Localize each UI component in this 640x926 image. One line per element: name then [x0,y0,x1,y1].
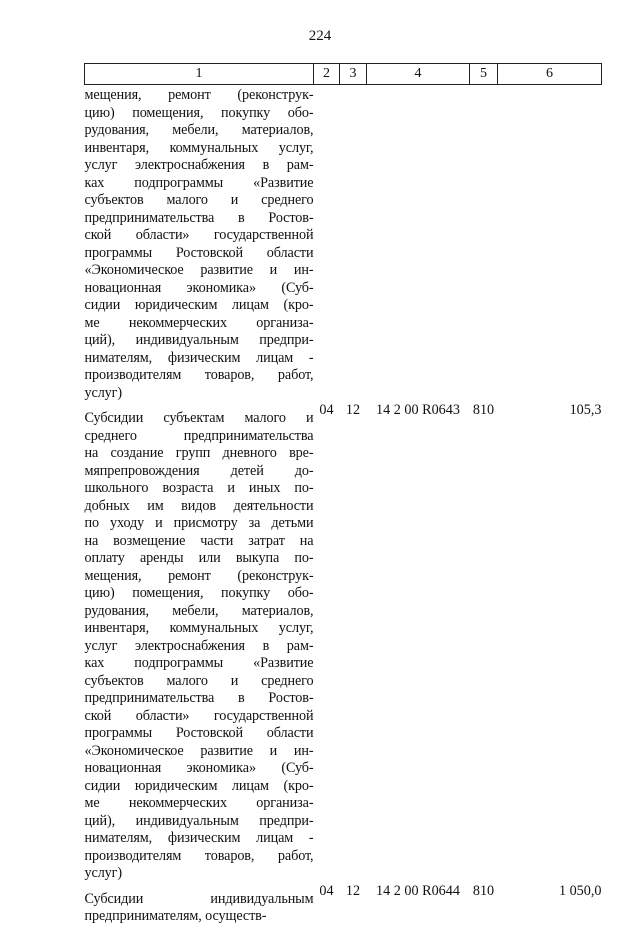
description-line: услуг электроснабжения в рам- [84,157,314,173]
subsection-code-cell [340,85,367,403]
description-line: программы Ростовской области [84,244,314,261]
description-cell [85,402,314,883]
description-cell [85,883,314,926]
description-line: «Экономическое развитие и ин- [84,262,314,278]
section-code-cell: 04 [319,882,334,899]
amount-cell: 105,3 [569,402,602,418]
column-header: 1 [85,64,314,85]
description-line: ской области» государственной [84,227,314,243]
description-line: инвентаря, коммунальных услуг, [84,620,314,636]
description-line: Субсидии индивидуальным [84,890,314,907]
table-body [85,85,602,926]
description-line: ций), индивидуальным предпри- [84,332,314,348]
description-line: ках подпрограммы «Развитие [84,655,314,671]
column-header: 6 [498,64,602,85]
description-line: предпринимательства в Ростов- [84,209,314,226]
target-article-cell: 14 2 00 R0643 [376,402,460,418]
description-line: сидии юридическим лицам (кро- [84,777,314,794]
description-line: инвентаря, коммунальных услуг, [84,139,314,156]
description-line: производителям товаров, работ, [84,367,314,383]
description-line: на возмещение части затрат на [84,532,314,549]
description-line: ций), индивидуальным предпри- [84,812,314,829]
description-line: субъектов малого и среднего [84,672,314,689]
description-line: новационная экономика» (Суб- [84,760,314,776]
description-line: предпринимателям, осуществ- [84,908,267,924]
expense-type-cell: 810 [472,882,495,899]
target-article-cell: 14 2 00 R0644 [376,882,460,899]
description-line: на создание групп дневного вре- [84,445,314,461]
page-number: 224 [308,28,332,44]
description-line: цию) помещения, покупку обо- [84,585,314,601]
column-header: 3 [340,64,367,85]
description-line: предпринимательства в Ростов- [84,690,314,706]
description-line: ской области» государственной [84,707,314,724]
description-line: услуг) [84,865,123,881]
subsection-code-cell: 12 [345,402,361,418]
description-line: Субсидии субъектам малого и [84,410,314,426]
description-line: оплату аренды или выкупа по- [84,550,314,566]
description-line: среднего предпринимательства [84,427,314,444]
description-line: цию) помещения, покупку обо- [84,104,314,121]
description-line: нимателям, физическим лицам - [84,830,314,846]
table-row [85,85,602,403]
description-line: рудования, мебели, материалов, [84,602,314,619]
amount-cell: 1 050,0 [558,882,602,899]
expense-type-cell [470,85,498,403]
description-line: добных им видов деятельности [84,497,314,514]
description-line: производителям товаров, работ, [84,847,314,864]
description-line: новационная экономика» (Суб- [84,279,314,296]
expense-type-cell: 810 [472,402,495,418]
description-line: нимателям, физическим лицам - [84,349,314,366]
target-article-cell [367,85,470,403]
description-line: ках подпрограммы «Развитие [84,174,314,191]
description-line: услуг электроснабжения в рам- [84,637,314,654]
subsection-code-cell: 12 [345,882,361,899]
description-cell [85,85,314,403]
description-line: школьного возраста и иных по- [84,480,314,496]
column-header: 4 [367,64,470,85]
description-line: ме некоммерческих организа- [84,795,314,811]
column-header: 5 [470,64,498,85]
section-code-cell [314,85,340,403]
description-line: субъектов малого и среднего [84,192,314,208]
table-header-row [85,64,602,85]
description-line: «Экономическое развитие и ин- [84,742,314,759]
amount-cell [498,85,602,403]
description-line: рудования, мебели, материалов, [84,122,314,138]
table-row [85,402,602,883]
description-line: мяпрепровождения детей до- [84,462,314,479]
column-header: 2 [314,64,340,85]
table-row [85,883,602,926]
description-line: мещения, ремонт (реконструк- [84,87,314,103]
description-line: мещения, ремонт (реконструк- [84,567,314,584]
description-line: ме некоммерческих организа- [84,314,314,331]
section-code-cell: 04 [319,402,334,418]
description-line: сидии юридическим лицам (кро- [84,297,314,313]
budget-table [84,63,602,926]
description-line: по уходу и присмотру за детьми [84,515,314,531]
description-line: услуг) [84,384,123,401]
description-line: программы Ростовской области [84,725,314,741]
